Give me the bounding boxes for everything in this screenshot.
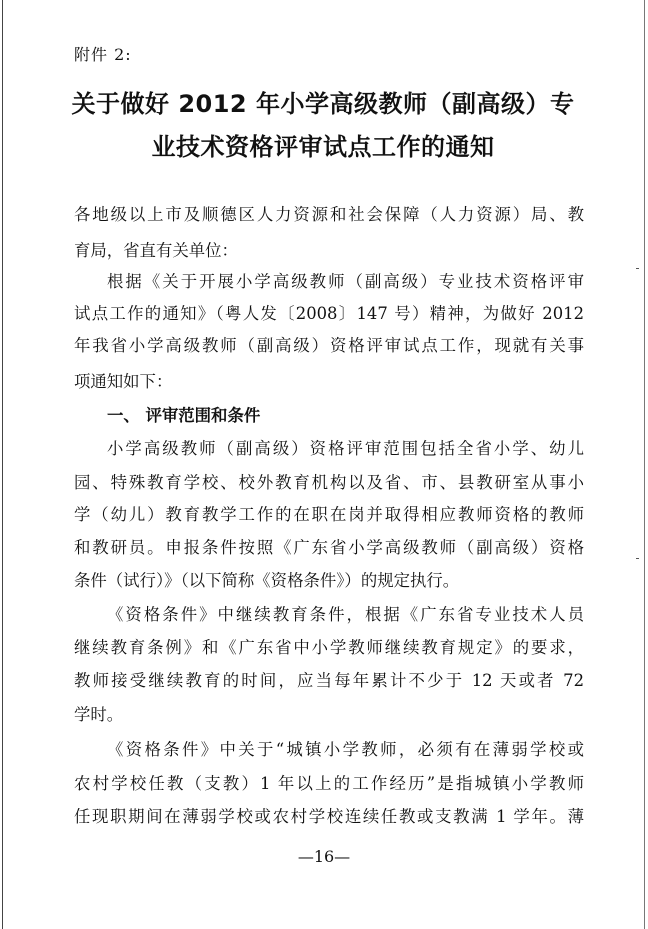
document-title-line-2: 业技术资格评审试点工作的通知 [151, 133, 495, 161]
document-title-line-1: 关于做好 2012 年小学高级教师（副高级）专 [71, 90, 575, 118]
body-line: 《资格条件》中继续教育条件，根据《广东省专业技术人员 [107, 605, 584, 624]
body-line: 园、特殊教育学校、校外教育机构以及省、市、县教研室从事小 [74, 473, 584, 492]
body-line: 继续教育条例》和《广东省中小学教师继续教育规定》的要求， [74, 638, 584, 657]
body-line: 根据《关于开展小学高级教师（副高级）专业技术资格评审 [107, 272, 584, 291]
body-line: 育局，省直有关单位： [74, 241, 238, 260]
body-line: 学时。 [74, 705, 124, 724]
scan-speck [636, 268, 639, 269]
body-line: 学（幼儿）教育教学工作的在职在岗并取得相应教师资格的教师 [74, 505, 584, 524]
body-line: 教师接受继续教育的时间，应当每年累计不少于 12 天或者 72 [74, 671, 584, 690]
body-line: 和教研员。申报条件按照《广东省小学高级教师（副高级）资格 [74, 538, 584, 557]
body-line: 农村学校任教（支教）1 年以上的工作经历”是指城镇小学教师 [74, 774, 584, 793]
attachment-label: 附件 2: [74, 45, 132, 64]
body-line: 项通知如下： [74, 372, 173, 391]
body-line: 试点工作的通知》（粤人发〔2008〕147 号）精神，为做好 2012 [74, 304, 584, 323]
body-line: 年我省小学高级教师（副高级）资格评审试点工作，现就有关事 [74, 336, 584, 355]
body-line: 条件（试行）》（以下简称《资格条件》）的规定执行。 [74, 571, 460, 590]
body-line: 小学高级教师（副高级）资格评审范围包括全省小学、幼儿 [107, 439, 584, 458]
page-edge-left [2, 0, 3, 929]
section-heading-1: 一、 评审范围和条件 [107, 406, 261, 425]
page-edge-right [644, 0, 645, 929]
page-number: —16— [297, 847, 351, 866]
scan-speck [636, 558, 639, 559]
body-line: 各地级以上市及顺德区人力资源和社会保障（人力资源）局、教 [74, 205, 584, 224]
body-line: 任现职期间在薄弱学校或农村学校连续任教或支教满 1 学年。薄 [74, 807, 584, 826]
body-line: 《资格条件》中关于“城镇小学教师，必须有在薄弱学校或 [107, 740, 584, 759]
